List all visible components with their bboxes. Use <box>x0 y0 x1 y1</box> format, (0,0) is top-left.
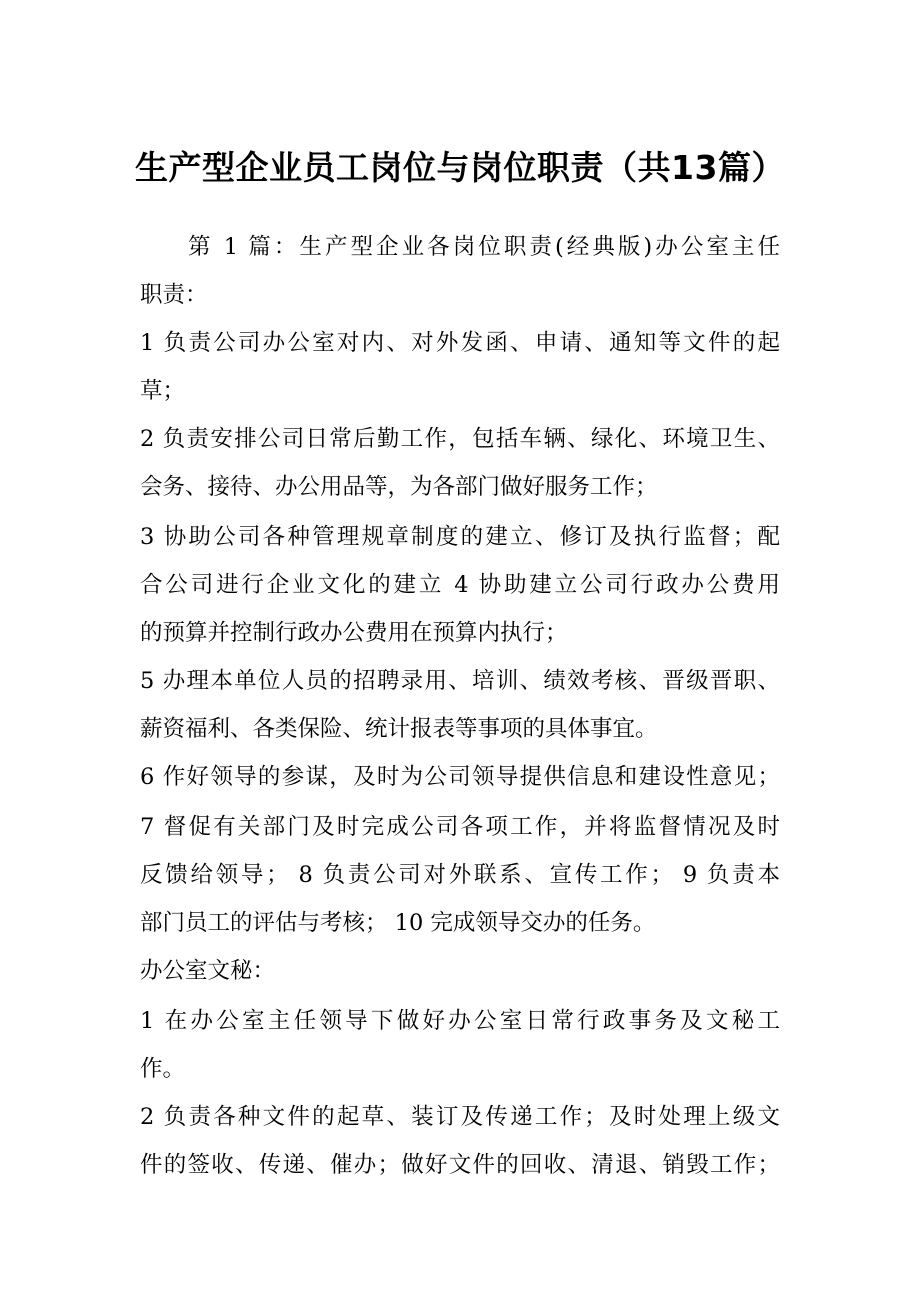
paragraph-line: 5 办理本单位人员的招聘录用、培训、绩效考核、晋级晋职、 <box>140 668 780 694</box>
paragraph-line: 职责： <box>140 282 208 308</box>
paragraph-line: 7 督促有关部门及时完成公司各项工作，并将监督情况及时 <box>140 814 780 840</box>
paragraph-line: 3 协助公司各种管理规章制度的建立、修订及执行监督；配 <box>140 524 780 550</box>
paragraph-line: 会务、接待、办公用品等，为各部门做好服务工作； <box>140 474 658 500</box>
paragraph-line: 反馈给领导； 8 负责公司对外联系、宣传工作； 9 负责本 <box>140 862 780 888</box>
paragraph-line: 2 负责安排公司日常后勤工作，包括车辆、绿化、环境卫生、 <box>140 426 780 452</box>
paragraph-line: 1 在办公室主任领导下做好办公室日常行政事务及文秘工 <box>140 1008 780 1034</box>
paragraph-line: 办公室文秘： <box>140 958 276 984</box>
document-title: 生产型企业员工岗位与岗位职责（共13篇） <box>135 148 785 187</box>
paragraph-line: 作。 <box>140 1056 186 1082</box>
paragraph-line: 的预算并控制行政办公费用在预算内执行； <box>140 620 568 646</box>
paragraph-line: 2 负责各种文件的起草、装订及传递工作；及时处理上级文 <box>140 1104 780 1130</box>
paragraph-line: 部门员工的评估与考核； 10 完成领导交办的任务。 <box>140 910 656 936</box>
paragraph-line: 1 负责公司办公室对内、对外发函、申请、通知等文件的起 <box>140 330 780 356</box>
paragraph-line: 草； <box>140 378 186 404</box>
paragraph-line: 第 1 篇：生产型企业各岗位职责(经典版)办公室主任 <box>188 234 780 260</box>
paragraph-line: 合公司进行企业文化的建立 4 协助建立公司行政办公费用 <box>140 572 780 598</box>
paragraph-line: 件的签收、传递、催办；做好文件的回收、清退、销毁工作； <box>140 1152 780 1178</box>
paragraph-line: 薪资福利、各类保险、统计报表等事项的具体事宜。 <box>140 716 658 742</box>
paragraph-line: 6 作好领导的参谋，及时为公司领导提供信息和建设性意见； <box>140 764 780 790</box>
